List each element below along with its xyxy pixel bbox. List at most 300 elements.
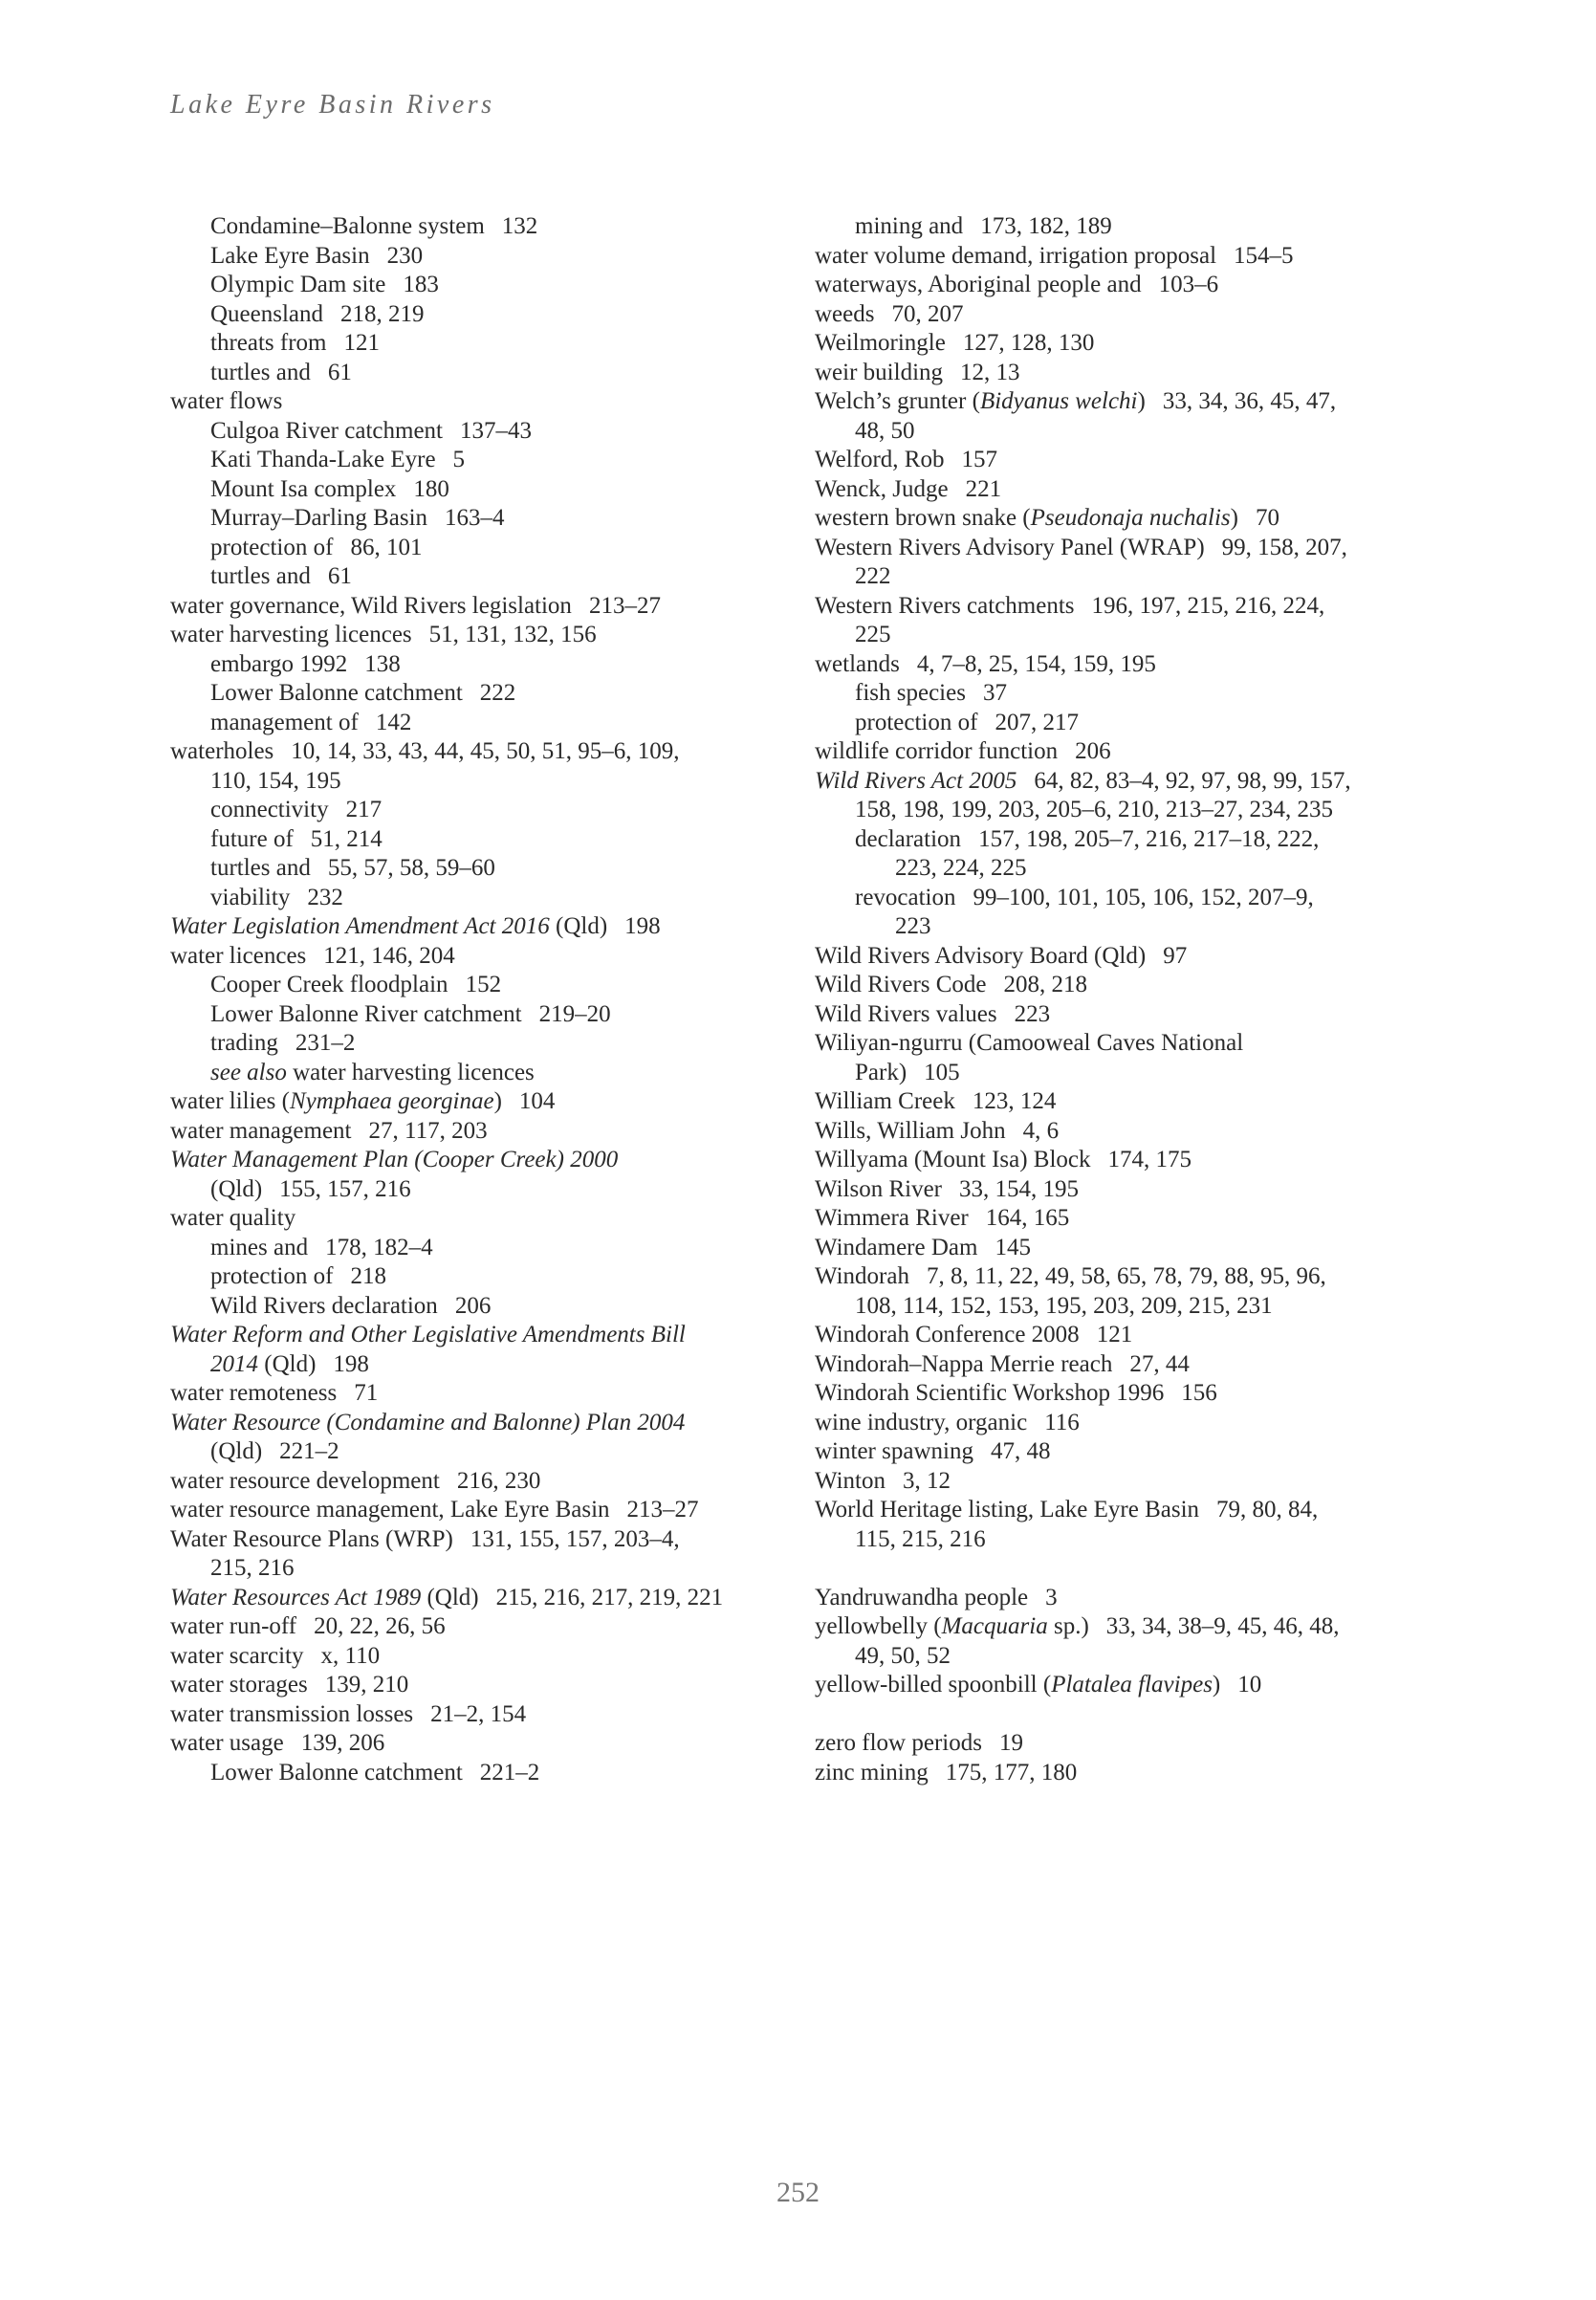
index-entry xyxy=(170,1525,782,1555)
index-term: water usage xyxy=(170,1730,284,1756)
index-page-refs: 10, 14, 33, 43, 44, 45, 50, 51, 95–6, 109, xyxy=(291,738,680,764)
index-page-refs: 33, 34, 38–9, 45, 46, 48, xyxy=(1105,1613,1340,1639)
index-page-refs: 223 xyxy=(895,913,931,939)
index-term: protection of xyxy=(210,534,334,560)
index-term: turtles and xyxy=(210,855,311,881)
index-entry xyxy=(815,534,1427,563)
index-term-italic: Pseudonaja nuchalis xyxy=(1030,505,1231,531)
index-term: Wimmera River xyxy=(815,1205,969,1231)
index-column-right xyxy=(815,212,1427,1787)
index-entry xyxy=(815,271,1427,300)
index-term: William Creek xyxy=(815,1088,955,1114)
index-entry xyxy=(170,796,782,825)
index-term: Yandruwandha people xyxy=(815,1584,1029,1610)
index-term: Western Rivers Advisory Panel (WRAP) xyxy=(815,534,1205,560)
index-entry xyxy=(815,1437,1427,1467)
index-term: Wiliyan-ngurru (Camooweal Caves National xyxy=(815,1030,1244,1056)
index-entry xyxy=(170,1700,782,1730)
index-entry xyxy=(170,1292,782,1322)
index-term: embargo 1992 xyxy=(210,650,348,677)
index-entry xyxy=(170,1496,782,1525)
index-entry xyxy=(170,242,782,272)
index-page-refs: 198 xyxy=(624,913,661,939)
index-page-refs: 110, 154, 195 xyxy=(210,767,341,794)
index-page-refs: 48, 50 xyxy=(855,417,915,444)
index-entry xyxy=(815,504,1427,534)
index-term: trading xyxy=(210,1030,278,1056)
index-section-gap xyxy=(815,1554,1427,1584)
index-term: ) xyxy=(1137,388,1146,414)
index-page-refs: 221–2 xyxy=(279,1438,339,1464)
index-page-refs: 183 xyxy=(403,272,439,297)
index-term: water licences xyxy=(170,942,307,969)
index-term: Queensland xyxy=(210,300,324,327)
index-page-refs: 221–2 xyxy=(479,1759,540,1785)
index-term: Windorah–Nappa Merrie reach xyxy=(815,1350,1113,1377)
index-page-refs: 116 xyxy=(1044,1409,1080,1435)
index-entry xyxy=(815,854,1427,884)
index-term: wetlands xyxy=(815,650,900,677)
index-entry xyxy=(815,300,1427,330)
index-entry xyxy=(170,1379,782,1409)
index-entry xyxy=(170,1671,782,1700)
index-page-refs: 3, 12 xyxy=(903,1467,951,1494)
index-entry xyxy=(815,621,1427,650)
index-column-left xyxy=(170,212,782,1787)
index-page-refs: 61 xyxy=(327,359,352,385)
index-page-refs: 232 xyxy=(307,884,343,910)
index-term: Kati Thanda-Lake Eyre xyxy=(210,447,436,472)
index-entry xyxy=(815,1612,1427,1642)
index-page-refs: 64, 82, 83–4, 92, 97, 98, 99, 157, xyxy=(1034,767,1351,794)
index-entry xyxy=(815,359,1427,388)
index-page-refs: 178, 182–4 xyxy=(325,1234,433,1260)
index-entry xyxy=(170,1204,782,1234)
index-page-refs: 3 xyxy=(1045,1584,1058,1610)
index-page-refs: 103–6 xyxy=(1158,272,1219,297)
index-page-refs: 218 xyxy=(350,1263,386,1289)
index-entry xyxy=(170,912,782,942)
index-term: ) xyxy=(1230,505,1238,531)
index-page-refs: 7, 8, 11, 22, 49, 58, 65, 78, 79, 88, 95, 96, xyxy=(926,1263,1326,1289)
index-page-refs: 215, 216 xyxy=(210,1555,295,1581)
index-page-refs: 207, 217 xyxy=(995,709,1079,735)
index-page-refs: x, 110 xyxy=(320,1642,381,1669)
index-page-refs: 4, 6 xyxy=(1022,1117,1060,1144)
index-term: future of xyxy=(210,825,294,852)
index-page-refs: 20, 22, 26, 56 xyxy=(314,1613,446,1639)
index-term: Condamine–Balonne system xyxy=(210,213,485,239)
index-term-italic: Water Reform and Other Legislative Amendments Bill xyxy=(170,1322,686,1347)
index-entry xyxy=(170,1467,782,1497)
index-term-italic: Bidyanus welchi xyxy=(979,388,1138,414)
index-entry xyxy=(170,1554,782,1584)
index-page-refs: 37 xyxy=(982,680,1007,706)
index-term-italic: Wild Rivers Act 2005 xyxy=(815,767,1017,794)
index-page-refs: 213–27 xyxy=(626,1497,699,1522)
index-entry xyxy=(815,1467,1427,1497)
index-page-refs: 27, 44 xyxy=(1129,1350,1190,1377)
index-entry xyxy=(170,971,782,1000)
index-page-refs: 27, 117, 203 xyxy=(368,1117,488,1144)
index-page-refs: 206 xyxy=(1075,738,1111,764)
index-page-refs: 223 xyxy=(1014,1000,1051,1027)
index-entry xyxy=(170,300,782,330)
index-page-refs: 174, 175 xyxy=(1107,1147,1192,1172)
index-entry xyxy=(815,912,1427,942)
index-term-italic: Water Resources Act 1989 xyxy=(170,1584,422,1610)
index-term: protection of xyxy=(210,1263,334,1289)
index-entry xyxy=(815,562,1427,592)
index-entry xyxy=(815,1204,1427,1234)
index-entry xyxy=(170,1234,782,1263)
index-page-refs: 131, 155, 157, 203–4, xyxy=(470,1525,680,1552)
index-page-refs: 208, 218 xyxy=(1003,972,1088,997)
index-page-refs: 5 xyxy=(452,447,466,472)
index-term: Windorah Scientific Workshop 1996 xyxy=(815,1380,1165,1406)
index-entry xyxy=(170,854,782,884)
index-page-refs: 156 xyxy=(1181,1380,1217,1406)
index-entry xyxy=(815,242,1427,272)
index-page-refs: 158, 198, 199, 203, 205–6, 210, 213–27, 234, 235 xyxy=(855,797,1333,822)
index-entry xyxy=(815,767,1427,797)
index-term: water volume demand, irrigation proposal xyxy=(815,242,1217,269)
index-page-refs: 231–2 xyxy=(295,1030,356,1056)
index-entry xyxy=(815,592,1427,622)
index-page-refs: 51, 131, 132, 156 xyxy=(428,622,597,647)
index-entry xyxy=(815,1584,1427,1613)
index-entry xyxy=(170,387,782,417)
index-section-gap xyxy=(815,1700,1427,1730)
index-entry xyxy=(170,1262,782,1292)
index-page-refs: 33, 154, 195 xyxy=(959,1175,1080,1202)
index-term: water management xyxy=(170,1117,352,1144)
index-entry xyxy=(815,1029,1427,1059)
index-term: Willyama (Mount Isa) Block xyxy=(815,1147,1091,1172)
index-term: water run-off xyxy=(170,1613,297,1639)
index-entry xyxy=(815,417,1427,447)
index-page-refs: 121 xyxy=(1096,1322,1133,1347)
index-term: Park) xyxy=(855,1059,907,1085)
index-page-refs: 196, 197, 215, 216, 224, xyxy=(1091,592,1325,619)
index-term: western brown snake ( xyxy=(815,505,1031,531)
index-entry xyxy=(815,1262,1427,1292)
index-page-refs: 33, 34, 36, 45, 47, xyxy=(1162,388,1337,414)
index-entry xyxy=(815,679,1427,709)
index-term: mines and xyxy=(210,1234,309,1260)
index-entry xyxy=(815,475,1427,505)
index-page-refs: 223, 224, 225 xyxy=(895,855,1027,881)
index-term: ) xyxy=(493,1088,502,1114)
index-term: declaration xyxy=(855,825,962,852)
index-entry xyxy=(170,417,782,447)
index-entry xyxy=(815,1175,1427,1205)
index-term: Lake Eyre Basin xyxy=(210,242,370,269)
index-entry xyxy=(815,1059,1427,1088)
index-page-refs: 70, 207 xyxy=(891,300,964,327)
index-term-italic: Water Resource (Condamine and Balonne) Plan 2004 xyxy=(170,1409,686,1435)
index-term-italic: Macquaria xyxy=(941,1613,1048,1639)
index-page-refs: 104 xyxy=(518,1088,556,1114)
index-page-refs: 157, 198, 205–7, 216, 217–18, 222, xyxy=(978,825,1320,852)
index-term: yellowbelly ( xyxy=(815,1613,942,1639)
index-entry xyxy=(170,1437,782,1467)
index-term: weeds xyxy=(815,300,875,327)
index-term: mining and xyxy=(855,213,964,239)
index-page-refs: 121 xyxy=(343,330,380,356)
index-entry xyxy=(170,942,782,972)
index-entry xyxy=(170,767,782,797)
index-entry xyxy=(170,1584,782,1613)
index-term: water storages xyxy=(170,1672,308,1698)
index-page-refs: 99–100, 101, 105, 106, 152, 207–9, xyxy=(973,884,1314,910)
page-number: 252 xyxy=(776,2177,820,2208)
index-term: turtles and xyxy=(210,359,311,385)
index-page-refs: 99, 158, 207, xyxy=(1221,534,1347,560)
index-entry xyxy=(170,1350,782,1380)
index-term: sp.) xyxy=(1047,1613,1089,1639)
index-entry xyxy=(815,1234,1427,1263)
index-term: zero flow periods xyxy=(815,1730,982,1756)
index-term: wine industry, organic xyxy=(815,1409,1028,1435)
index-term: Wild Rivers declaration xyxy=(210,1292,438,1319)
index-entry xyxy=(170,1729,782,1759)
index-entry xyxy=(170,737,782,767)
index-page-refs: 230 xyxy=(386,242,424,269)
index-page-refs: 137–43 xyxy=(459,417,532,444)
index-entry xyxy=(170,1029,782,1059)
index-term: water remoteness xyxy=(170,1380,338,1406)
index-page-refs: 225 xyxy=(855,622,891,647)
index-term: winter spawning xyxy=(815,1438,973,1464)
index-entry xyxy=(170,709,782,738)
index-entry xyxy=(815,446,1427,475)
index-term: Olympic Dam site xyxy=(210,272,386,297)
index-page-refs: 213–27 xyxy=(588,592,661,619)
running-head: Lake Eyre Basin Rivers xyxy=(170,90,495,120)
index-entry xyxy=(170,1000,782,1030)
index-entry xyxy=(170,1087,782,1117)
index-page-refs: 218, 219 xyxy=(340,300,425,327)
index-page-refs: 132 xyxy=(501,213,538,239)
index-term: Welford, Rob xyxy=(815,447,945,472)
index-page-refs: 49, 50, 52 xyxy=(855,1642,951,1669)
index-term: Windorah xyxy=(815,1263,909,1289)
index-term-italic: Water Management Plan (Cooper Creek) 2000 xyxy=(170,1147,619,1172)
index-term: weir building xyxy=(815,359,944,385)
index-page-refs: 164, 165 xyxy=(985,1205,1070,1231)
index-entry xyxy=(170,271,782,300)
index-entry xyxy=(170,1175,782,1205)
index-entry xyxy=(815,884,1427,913)
index-entry xyxy=(815,387,1427,417)
index-entry xyxy=(815,329,1427,359)
index-term: (Qld) xyxy=(258,1350,317,1377)
index-term: threats from xyxy=(210,330,327,356)
index-term: connectivity xyxy=(210,797,329,822)
index-entry xyxy=(170,650,782,680)
index-page-refs: 86, 101 xyxy=(350,534,423,560)
index-term: Culgoa River catchment xyxy=(210,417,443,444)
index-page-refs: 154–5 xyxy=(1234,242,1294,269)
index-term: Lower Balonne catchment xyxy=(210,1759,463,1785)
index-term: fish species xyxy=(855,680,966,706)
index-term: Winton xyxy=(815,1467,885,1494)
index-page-refs: 47, 48 xyxy=(990,1438,1051,1464)
index-page-refs: 139, 210 xyxy=(324,1672,409,1698)
index-entry xyxy=(170,1759,782,1788)
index-entry xyxy=(170,1321,782,1350)
index-term-italic: 2014 xyxy=(210,1350,258,1377)
index-page-refs: 123, 124 xyxy=(972,1088,1057,1114)
index-page-refs: 163–4 xyxy=(445,505,505,531)
index-term-italic: Water Legislation Amendment Act 2016 xyxy=(170,913,550,939)
index-entry xyxy=(170,1059,782,1088)
index-entry xyxy=(815,1379,1427,1409)
index-entry xyxy=(170,1117,782,1147)
index-page-refs: 155, 157, 216 xyxy=(279,1175,411,1202)
index-term: Wild Rivers values xyxy=(815,1000,997,1027)
index-term: waterholes xyxy=(170,738,274,764)
index-entry xyxy=(170,1146,782,1175)
index-page-refs: 97 xyxy=(1163,942,1188,969)
index-page-refs: 152 xyxy=(465,972,502,997)
index-term: Water Resource Plans (WRP) xyxy=(170,1525,453,1552)
index-page-refs: 115, 215, 216 xyxy=(855,1525,986,1552)
index-entry xyxy=(815,1496,1427,1525)
index-entry xyxy=(815,1117,1427,1147)
index-page-refs: 70 xyxy=(1255,505,1279,531)
index-page-refs: 79, 80, 84, xyxy=(1216,1497,1319,1522)
index-term: revocation xyxy=(855,884,956,910)
index-entry xyxy=(815,825,1427,855)
index-entry xyxy=(815,1642,1427,1672)
index-term: Welch’s grunter ( xyxy=(815,388,980,414)
index-term: Mount Isa complex xyxy=(210,475,397,502)
index-entry xyxy=(815,1350,1427,1380)
index-entry xyxy=(815,1321,1427,1350)
index-term: viability xyxy=(210,884,291,910)
index-entry xyxy=(815,737,1427,767)
index-entry xyxy=(170,534,782,563)
index-page-refs: 215, 216, 217, 219, 221 xyxy=(495,1584,724,1610)
index-term: water harvesting licences xyxy=(170,622,412,647)
index-term: water resource development xyxy=(170,1467,440,1494)
index-term-italic: Platalea flavipes xyxy=(1051,1672,1213,1698)
index-page-refs: 61 xyxy=(327,563,352,589)
index-entry xyxy=(170,359,782,388)
index-term: Lower Balonne River catchment xyxy=(210,1000,522,1027)
index-entry xyxy=(815,212,1427,242)
index-page-refs: 145 xyxy=(995,1234,1031,1260)
index-term: ) xyxy=(1212,1672,1221,1698)
index-term: zinc mining xyxy=(815,1759,929,1785)
index-term: (Qld) xyxy=(549,913,608,939)
index-term: water transmission losses xyxy=(170,1700,414,1727)
index-page-refs: 157 xyxy=(961,447,997,472)
index-entry xyxy=(170,562,782,592)
index-term: Wenck, Judge xyxy=(815,475,949,502)
index-term: water resource management, Lake Eyre Basin xyxy=(170,1497,610,1522)
index-term: turtles and xyxy=(210,563,311,589)
index-entry xyxy=(815,796,1427,825)
index-page-refs: 173, 182, 189 xyxy=(980,213,1112,239)
index-term: Windorah Conference 2008 xyxy=(815,1322,1080,1347)
index-entry xyxy=(170,1642,782,1672)
index-page-refs: 55, 57, 58, 59–60 xyxy=(327,855,495,881)
index-page-refs: 222 xyxy=(855,563,891,589)
index-term: water harvesting licences xyxy=(286,1059,535,1085)
index-entry xyxy=(815,1087,1427,1117)
index-page-refs: 10 xyxy=(1237,1672,1262,1698)
index-page-refs: 206 xyxy=(454,1292,492,1319)
index-entry xyxy=(170,592,782,622)
index-page-refs: 51, 214 xyxy=(310,825,383,852)
index-page-refs: 221 xyxy=(965,475,1002,502)
index-entry xyxy=(815,942,1427,972)
index-term: water flows xyxy=(170,388,283,414)
index-term-italic: see also xyxy=(210,1059,287,1085)
index-term: (Qld) xyxy=(421,1584,479,1610)
index-entry xyxy=(170,504,782,534)
index-entry xyxy=(170,329,782,359)
index-page-refs: 12, 13 xyxy=(960,359,1020,385)
index-term: Windamere Dam xyxy=(815,1234,978,1260)
index-entry xyxy=(815,1729,1427,1759)
index-term: Wild Rivers Advisory Board (Qld) xyxy=(815,942,1147,969)
index-page-refs: 216, 230 xyxy=(456,1467,541,1494)
index-term-italic: Nymphaea georginae xyxy=(289,1088,494,1114)
index-page-refs: 139, 206 xyxy=(300,1730,385,1756)
index-term: (Qld) xyxy=(210,1175,263,1202)
index-term: water governance, Wild Rivers legislation xyxy=(170,592,572,619)
index-page-refs: 108, 114, 152, 153, 195, 203, 209, 215, 231 xyxy=(855,1292,1273,1319)
index-term: Murray–Darling Basin xyxy=(210,505,428,531)
index-term: Lower Balonne catchment xyxy=(210,680,463,706)
index-entry xyxy=(170,212,782,242)
index-term: Cooper Creek floodplain xyxy=(210,972,448,997)
index-entry xyxy=(815,1671,1427,1700)
index-entry xyxy=(170,1612,782,1642)
index-term: Wilson River xyxy=(815,1175,943,1202)
index-page-refs: 4, 7–8, 25, 154, 159, 195 xyxy=(916,650,1156,677)
index-entry xyxy=(170,446,782,475)
index-page-refs: 19 xyxy=(998,1730,1023,1756)
index-page-refs: 180 xyxy=(413,475,449,502)
index-page-refs: 198 xyxy=(333,1350,369,1377)
index-entry xyxy=(170,884,782,913)
index-term: wildlife corridor function xyxy=(815,738,1059,764)
index-page-refs: 105 xyxy=(924,1059,960,1085)
index-entry xyxy=(815,1000,1427,1030)
index-entry xyxy=(170,621,782,650)
index-term: (Qld) xyxy=(210,1438,263,1464)
index-term: Weilmoringle xyxy=(815,330,946,356)
index-page-refs: 142 xyxy=(375,709,412,735)
index-page-refs: 222 xyxy=(479,680,516,706)
index-term: water lilies ( xyxy=(170,1088,290,1114)
index-entry xyxy=(170,679,782,709)
index-entry xyxy=(170,475,782,505)
index-term: World Heritage listing, Lake Eyre Basin xyxy=(815,1497,1200,1522)
index-term: Wild Rivers Code xyxy=(815,972,987,997)
index-entry xyxy=(815,1146,1427,1175)
index-page-refs: 219–20 xyxy=(538,1000,611,1027)
index-page-refs: 138 xyxy=(364,650,401,677)
index-page-refs: 21–2, 154 xyxy=(430,1700,527,1727)
index-entry xyxy=(170,825,782,855)
index-entry xyxy=(815,1292,1427,1322)
